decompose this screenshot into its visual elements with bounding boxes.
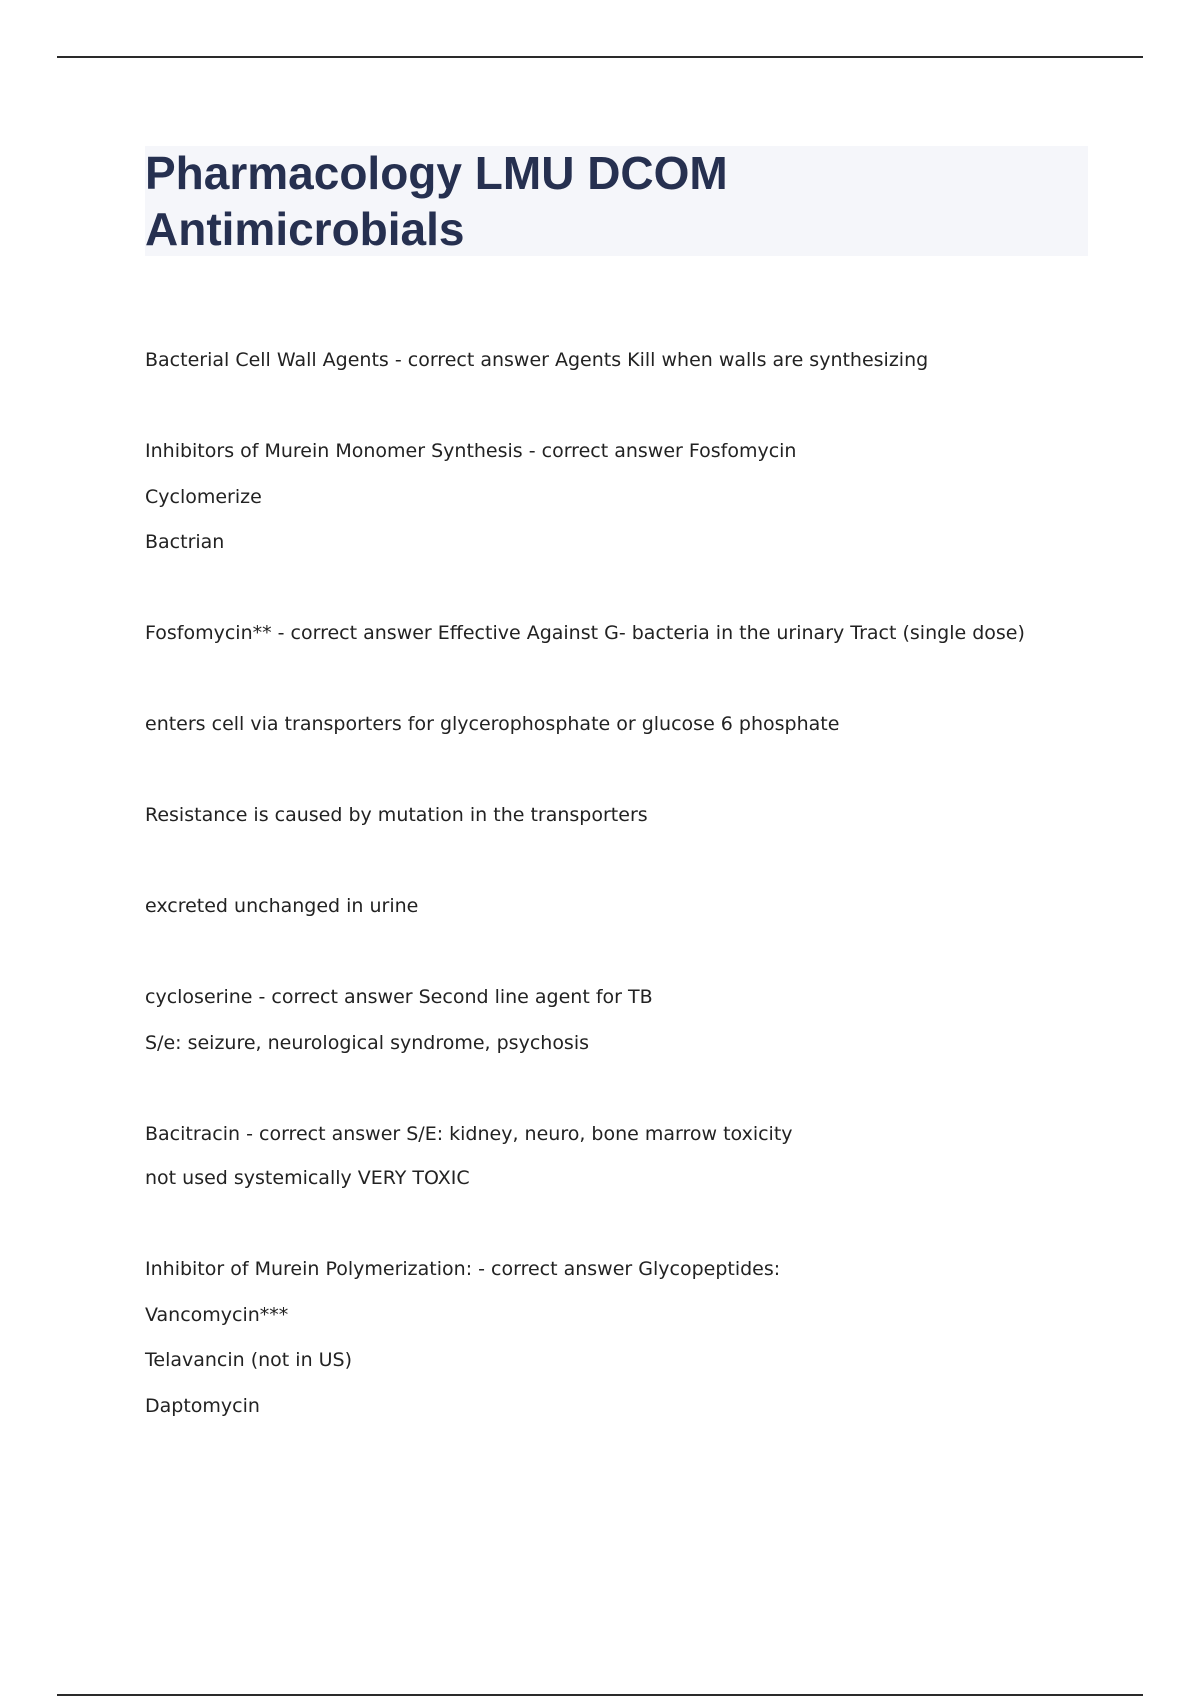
text-line: Fosfomycin** - correct answer Effective Against G- bacteria in the urinary Tract (single dose)	[145, 622, 1025, 644]
text-line: Resistance is caused by mutation in the transporters	[145, 804, 648, 826]
document-title	[145, 145, 728, 257]
text-line: Inhibitors of Murein Monomer Synthesis - correct answer Fosfomycin	[145, 440, 797, 462]
text-line: Cyclomerize	[145, 486, 262, 508]
text-line: enters cell via transporters for glycerophosphate or glucose 6 phosphate	[145, 713, 840, 735]
text-line: Bacitracin - correct answer S/E: kidney, neuro, bone marrow toxicity	[145, 1123, 793, 1145]
bottom-rule	[57, 1694, 1143, 1696]
text-line: Vancomycin***	[145, 1304, 289, 1326]
text-line: Bactrian	[145, 531, 225, 553]
title-line-1: Pharmacology LMU DCOM	[145, 147, 728, 199]
text-line: S/e: seizure, neurological syndrome, psychosis	[145, 1032, 590, 1054]
text-line: cycloserine - correct answer Second line agent for TB	[145, 986, 653, 1008]
top-rule	[57, 56, 1143, 58]
text-line: Inhibitor of Murein Polymerization: - correct answer Glycopeptides:	[145, 1258, 781, 1280]
text-line: excreted unchanged in urine	[145, 895, 419, 917]
title-line-2: Antimicrobials	[145, 203, 465, 255]
text-line: Bacterial Cell Wall Agents - correct answer Agents Kill when walls are synthesizing	[145, 349, 929, 371]
text-line: Telavancin (not in US)	[145, 1349, 353, 1371]
text-line: Daptomycin	[145, 1395, 260, 1417]
text-line: not used systemically VERY TOXIC	[145, 1167, 470, 1189]
